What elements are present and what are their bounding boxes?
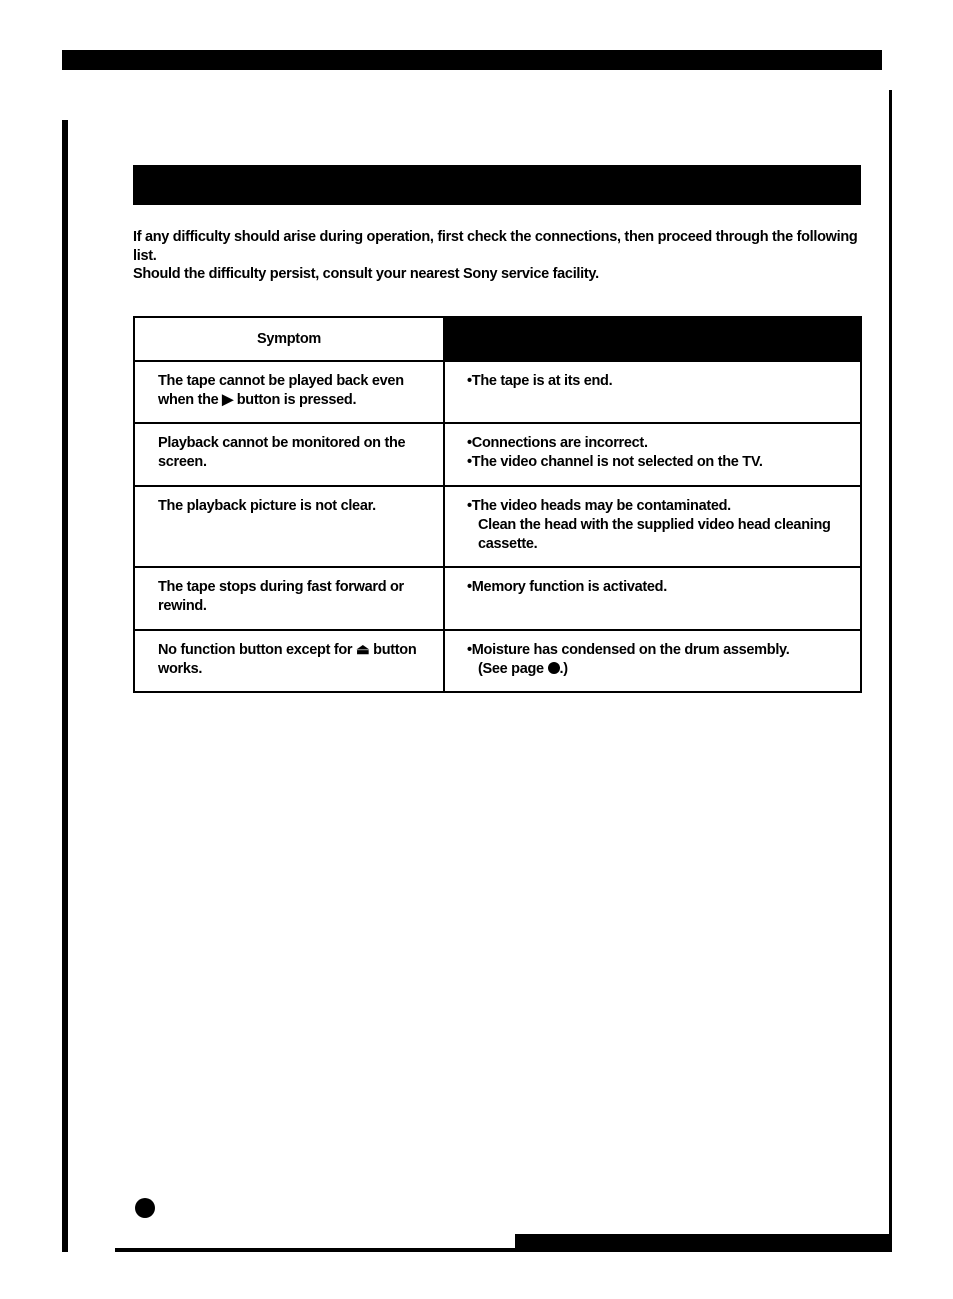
page-number-dot-icon [135, 1198, 155, 1218]
troubleshooting-table [133, 316, 862, 693]
remedy-cell [444, 486, 861, 567]
remedy-line: •The tape is at its end. [467, 373, 613, 389]
symptom-cell: Playback cannot be monitored on the screen. [134, 423, 444, 486]
page-number-dot-icon [548, 662, 560, 674]
intro-line-1: If any difficulty should arise during operation, first check the connections, then proceed through the following list. [133, 229, 858, 264]
symptom-column-header: Symptom [134, 317, 444, 361]
symptom-cell: The tape stops during fast forward or rewind. [134, 567, 444, 630]
table-row [134, 567, 861, 630]
remedy-cell [444, 361, 861, 423]
remedy-cell [444, 630, 861, 692]
remedy-line: •Moisture has condensed on the drum assembly. [467, 642, 790, 658]
table-row [134, 423, 861, 486]
remedy-column-header [444, 317, 861, 361]
remedy-cell [444, 423, 861, 486]
remedy-line: •The video heads may be contaminated. [467, 498, 731, 514]
symptom-cell: The tape cannot be played back even when the ▶ button is pressed. [134, 361, 444, 423]
table-row [134, 361, 861, 423]
see-page-text: (See page [478, 661, 544, 677]
intro-text [133, 228, 863, 284]
top-decorative-bar [62, 50, 882, 70]
intro-line-2: Should the difficulty persist, consult your nearest Sony service facility. [133, 266, 599, 282]
table-row [134, 486, 861, 567]
symptom-cell: The playback picture is not clear. [134, 486, 444, 567]
remedy-cell [444, 567, 861, 630]
right-page-edge [889, 90, 892, 1252]
bottom-page-edge-mask [115, 1234, 515, 1248]
see-page-suffix: .) [559, 661, 568, 677]
table-header-row [134, 317, 861, 361]
section-title-bar [133, 165, 861, 205]
remedy-line: •Connections are incorrect. [467, 435, 648, 451]
symptom-cell: No function button except for ⏏ button works. [134, 630, 444, 692]
left-page-edge [62, 120, 68, 1252]
remedy-line: •Memory function is activated. [467, 579, 667, 595]
remedy-line [467, 660, 850, 679]
remedy-line: •The video channel is not selected on the TV. [467, 454, 763, 470]
table-row [134, 630, 861, 692]
remedy-line: Clean the head with the supplied video head cleaning cassette. [478, 517, 831, 552]
